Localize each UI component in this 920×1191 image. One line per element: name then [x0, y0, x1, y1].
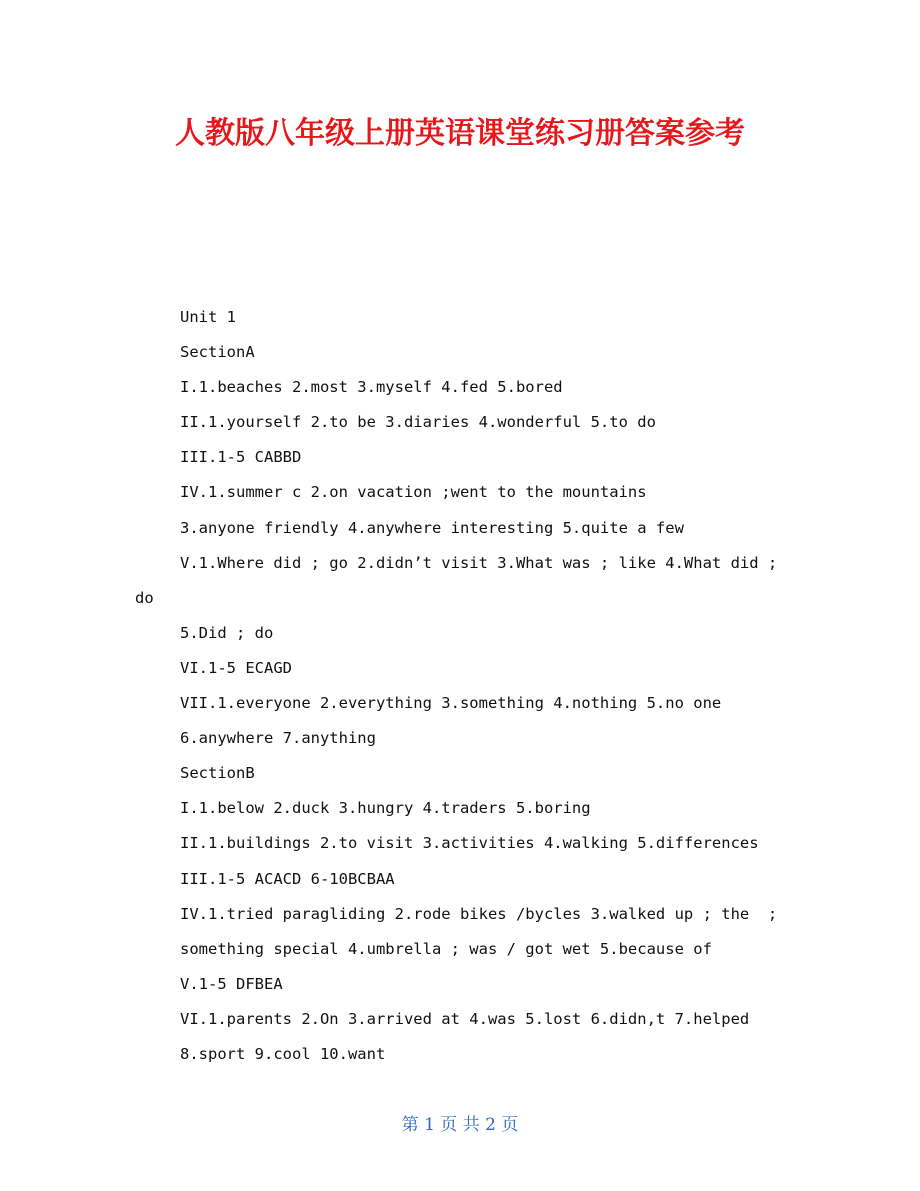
- text-line: IV.1.summer c 2.on vacation ;went to the mountains: [180, 483, 647, 502]
- text-line: IV.1.tried paragliding 2.rode bikes /bycles 3.walked up ; the ;: [180, 904, 778, 923]
- text-line: II.1.yourself 2.to be 3.diaries 4.wonderful 5.to do: [180, 413, 656, 432]
- text-line: 6.anywhere 7.anything: [180, 729, 376, 748]
- text-line: II.1.buildings 2.to visit 3.activities 4.walking 5.differences: [180, 834, 759, 853]
- text-line: III.1-5 CABBD: [180, 448, 302, 467]
- text-line: do: [135, 588, 154, 607]
- page-footer: 第 1 页 共 2 页: [401, 1115, 519, 1135]
- text-line: V.1-5 DFBEA: [180, 974, 283, 993]
- answer-content: [0, 300, 920, 1072]
- text-line: Unit 1: [180, 308, 236, 326]
- text-line: I.1.beaches 2.most 3.myself 4.fed 5.bored: [180, 378, 563, 397]
- text-line: SectionA: [180, 343, 255, 362]
- text-line: something special 4.umbrella ; was / got wet 5.because of: [180, 939, 712, 958]
- text-line: VI.1.parents 2.On 3.arrived at 4.was 5.lost 6.didn,t 7.helped: [180, 1009, 750, 1028]
- text-line: VII.1.everyone 2.everything 3.something 4.nothing 5.no one: [180, 694, 722, 713]
- text-line: I.1.below 2.duck 3.hungry 4.traders 5.boring: [180, 799, 591, 818]
- text-line: V.1.Where did ; go 2.didn’t visit 3.What was ; like 4.What did ;: [180, 553, 778, 572]
- text-line: III.1-5 ACACD 6-10BCBAA: [180, 869, 395, 888]
- text-line: 8.sport 9.cool 10.want: [180, 1044, 386, 1063]
- text-line: 5.Did ; do: [180, 623, 274, 642]
- text-line: VI.1-5 ECAGD: [180, 658, 292, 677]
- text-line: SectionB: [180, 764, 255, 783]
- text-line: 3.anyone friendly 4.anywhere interesting 5.quite a few: [180, 518, 684, 537]
- document-title: 人教版八年级上册英语课堂练习册答案参考: [175, 116, 745, 151]
